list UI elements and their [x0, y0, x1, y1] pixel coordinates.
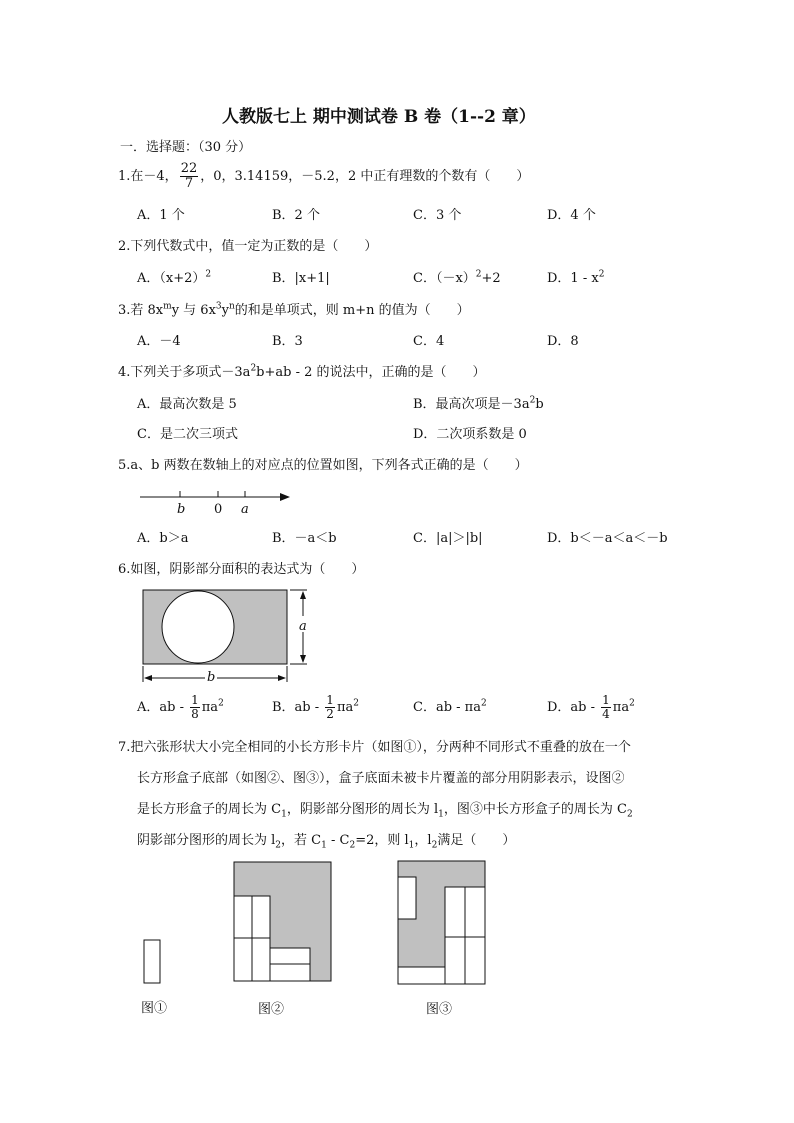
question-4-stem: 4.下列关于多项式$-3a^2b+ab - 2$ 的说法中，正确的是（ ）	[118, 363, 486, 380]
q4-option-b[interactable]: B．最高次项是$-3a^2b$	[413, 395, 544, 412]
q4-option-a[interactable]: A．最高次数是 5	[137, 397, 237, 412]
q2-option-c[interactable]: C．$(-x)^2+2$	[413, 269, 501, 286]
card-3-h1	[398, 967, 445, 984]
q3-option-b[interactable]: B．3	[272, 334, 303, 349]
figure-1-card	[140, 935, 168, 987]
figure-1-caption: 图①	[141, 1001, 168, 1016]
q1-option-c[interactable]: C．3 个	[413, 208, 462, 223]
question-5-stem: 5.a、b 两数在数轴上的对应点的位置如图，下列各式正确的是（ ）	[118, 458, 528, 473]
q4-option-d[interactable]: D．二次项系数是 0	[413, 427, 527, 442]
q4-option-c[interactable]: C．是二次三项式	[137, 427, 238, 442]
small-card	[144, 940, 160, 983]
section-heading: 一．选择题：（30 分）	[120, 140, 252, 155]
figure-3-box	[394, 857, 494, 989]
q6-option-b[interactable]: B．ab - $\frac{1}{2}$ $\pi a^2$	[272, 693, 359, 721]
card-3-v2	[445, 887, 465, 937]
q6-option-d[interactable]: D．ab - $\frac{1}{4}$ $\pi a^2$	[547, 693, 635, 721]
q5-option-a[interactable]: A．b＞a	[137, 531, 189, 546]
figure-2-caption: 图②	[258, 1002, 285, 1017]
dim-a-arrow-top	[300, 591, 306, 599]
axis-label-zero: 0	[214, 502, 223, 517]
question-7-line-3: 是长方形盒子的周长为 $C_1$，阴影部分图形的周长为 $l_1$，图③中长方形盒子的周长为 $C_2$	[137, 802, 633, 820]
q1-option-a[interactable]: A．1 个	[137, 208, 185, 223]
question-7-line-1: 7.把六张形状大小完全相同的小长方形卡片（如图①），分两种不同形式不重叠的放在一个	[118, 740, 631, 755]
q6-option-a[interactable]: A．ab - $\frac{1}{8}$ $\pi a^2$	[137, 693, 224, 721]
q3-option-d[interactable]: D．8	[547, 334, 579, 349]
axis-label-b: b	[177, 502, 186, 517]
card-2-v1	[234, 896, 252, 938]
number-line-figure	[120, 485, 300, 521]
question-7-line-2: 长方形盒子底部（如图②、图③），盒子底面未被卡片覆盖的部分用阴影表示，设图②	[137, 771, 625, 786]
q5-option-d[interactable]: D．b＜－a＜a＜－b	[547, 531, 668, 546]
q2-option-d[interactable]: D．$1 - x^2$	[547, 269, 605, 286]
card-2-v2	[252, 896, 270, 938]
figure-2-box	[228, 857, 338, 985]
card-3-v3	[465, 887, 485, 937]
card-2-v4	[252, 938, 270, 981]
dim-b-arrow-left	[144, 675, 152, 681]
q1-option-d[interactable]: D．4 个	[547, 208, 596, 223]
axis-label-a: a	[241, 502, 249, 517]
q3-option-a[interactable]: A．－4	[137, 334, 181, 349]
card-3-v1	[398, 877, 416, 919]
q6-option-c[interactable]: C．ab - $\pi a^2$	[413, 698, 487, 715]
dim-b-label: b	[207, 670, 216, 685]
dim-b-arrow-right	[278, 675, 286, 681]
question-6-stem: 6.如图，阴影部分面积的表达式为（ ）	[118, 562, 365, 577]
dim-a-label: a	[299, 619, 307, 634]
fraction-22-7: $\frac{22}{7}$	[180, 161, 198, 191]
shaded-rectangle-figure	[135, 584, 325, 686]
dim-a-arrow-bottom	[300, 655, 306, 663]
number-line-arrow	[280, 493, 290, 501]
card-2-v3	[234, 938, 252, 981]
q1-option-b[interactable]: B．2 个	[272, 208, 320, 223]
card-3-v4	[445, 937, 465, 984]
page-title: 人教版七上 期中测试卷 B 卷（1--2 章）	[222, 107, 536, 127]
question-7-line-4: 阴影部分图形的周长为 $l_2$，若 $C_1 - C_2=2$，则 $l_1$，$l_2$满足（ ）	[137, 833, 516, 851]
card-3-v5	[465, 937, 485, 984]
q2-option-a[interactable]: A．$(x+2)^2$	[137, 269, 212, 286]
q5-option-b[interactable]: B．－a＜b	[272, 531, 337, 546]
question-2-stem: 2.下列代数式中，值一定为正数的是（ ）	[118, 239, 378, 254]
card-2-h2	[270, 964, 310, 981]
q2-option-b[interactable]: B．|x+1|	[272, 271, 330, 286]
unshaded-circle	[162, 591, 234, 663]
card-2-h1	[270, 948, 310, 964]
q5-option-c[interactable]: C．|a|＞|b|	[413, 531, 483, 546]
question-3-stem: 3.若 $8x^my$ 与 $6x^3y^n$的和是单项式，则 m+n 的值为（ ）	[118, 301, 470, 318]
figure-3-caption: 图③	[426, 1002, 453, 1017]
q3-option-c[interactable]: C．4	[413, 334, 445, 349]
question-1-stem: 1.在－4， $\frac{22}{7}$ ，0，3.14159，－5.2，2 中正有理数的个数有（ ）	[118, 161, 530, 191]
